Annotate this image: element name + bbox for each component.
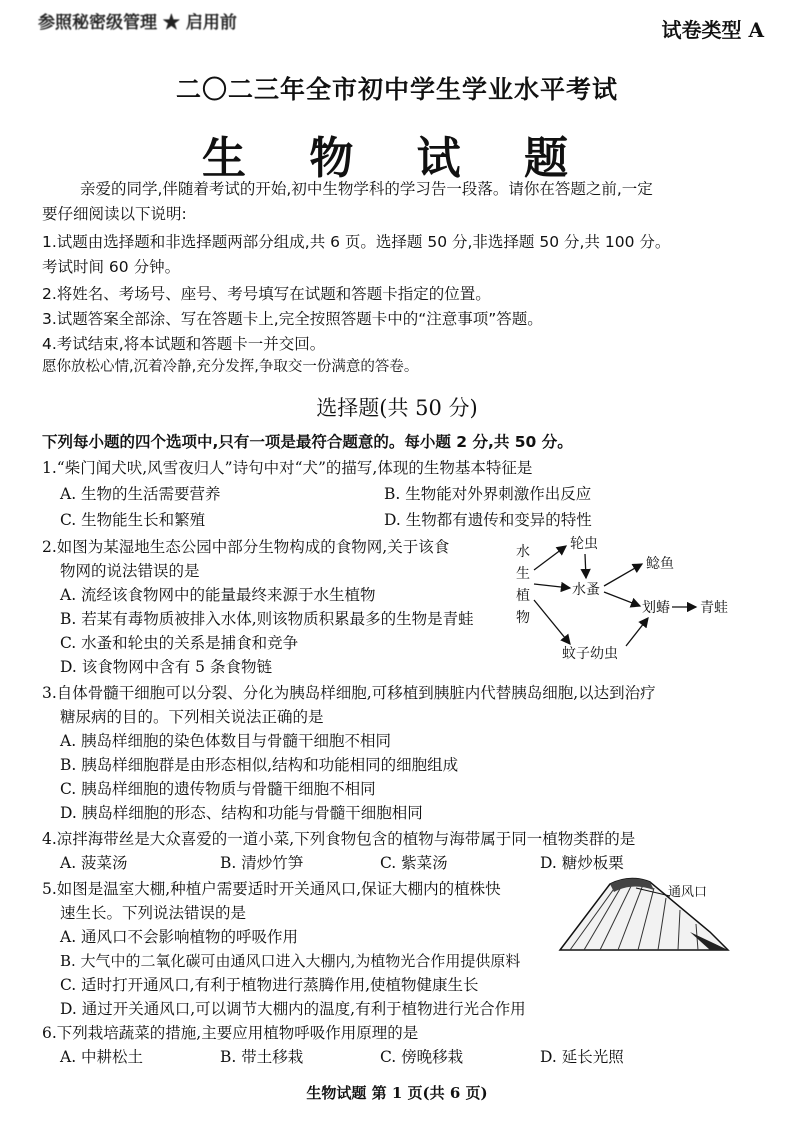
food-web-dragonfly: 划蝽 (642, 600, 670, 616)
exam-title: 二〇二三年全市初中学生学业水平考试 (175, 75, 618, 104)
section-title: 选择题(共 50 分) (316, 396, 478, 420)
question-2-option-c: C. 水蚤和轮虫的关系是捕食和竞争 (60, 634, 299, 652)
question-4-option-a: A. 菠菜汤 (60, 854, 128, 872)
question-2-stem: 物网的说法错误的是 (60, 562, 200, 580)
question-3-option-b: B. 胰岛样细胞群是由形态相似,结构和功能相同的细胞组成 (60, 756, 459, 774)
food-web-rotifer: 轮虫 (570, 536, 598, 552)
subject-title: 生 物 试 题 (202, 133, 592, 184)
question-4-option-c: C. 紫菜汤 (380, 854, 448, 872)
question-1-stem: 1.“柴门闻犬吠,风雪夜归人”诗句中对“犬”的描写,体现的生物基本特征是 (42, 459, 533, 477)
question-6-stem: 6.下列栽培蔬菜的措施,主要应用植物呼吸作用原理的是 (42, 1024, 419, 1042)
question-5-option-c: C. 适时打开通风口,有利于植物进行蒸腾作用,使植物健康生长 (60, 976, 479, 994)
intro-line: 考试时间 60 分钟。 (42, 258, 181, 276)
question-4-stem: 4.凉拌海带丝是大众喜爱的一道小菜,下列食物包含的植物与海带属于同一植物类群的是 (42, 830, 636, 848)
section-instruction: 下列每小题的四个选项中,只有一项是最符合题意的。每小题 2 分,共 50 分。 (42, 433, 573, 451)
question-2-option-b: B. 若某有毒物质被排入水体,则该物质积累最多的生物是青蛙 (60, 610, 474, 628)
food-web-mosquito-larva: 蚊子幼虫 (562, 646, 618, 662)
intro-line: 1.试题由选择题和非选择题两部分组成,共 6 页。选择题 50 分,非选择题 50 分,共 100 分。 (42, 233, 671, 251)
question-1-option-a: A. 生物的生活需要营养 (60, 485, 221, 503)
question-1-option-d: D. 生物都有遗传和变异的特性 (384, 511, 592, 529)
question-2-option-d: D. 该食物网中含有 5 条食物链 (60, 658, 272, 676)
question-5-stem: 5.如图是温室大棚,种植户需要适时开关通风口,保证大棚内的植株快 (42, 880, 501, 898)
question-2-stem: 2.如图为某湿地生态公园中部分生物构成的食物网,关于该食 (42, 538, 450, 556)
question-3-option-a: A. 胰岛样细胞的染色体数目与骨髓干细胞不相同 (60, 732, 392, 750)
question-4-option-d: D. 糖炒板栗 (540, 854, 624, 872)
question-6-option-b: B. 带土移栽 (220, 1048, 304, 1066)
food-web-diagram (500, 528, 770, 668)
question-5-stem: 速生长。下列说法错误的是 (60, 904, 247, 922)
food-web-frog: 青蛙 (700, 600, 728, 616)
intro-line: 3.试题答案全部涂、写在答题卡上,完全按照答题卡中的“注意事项”答题。 (42, 310, 543, 328)
question-3-stem: 3.自体骨髓干细胞可以分裂、分化为胰岛样细胞,可移植到胰脏内代替胰岛细胞,以达到治疗 (42, 684, 656, 702)
question-5-option-b: B. 大气中的二氧化碳可由通风口进入大棚内,为植物光合作用提供原料 (60, 952, 521, 970)
confidential-label: 参照秘密级管理 ★ 启用前 (38, 13, 237, 33)
intro-line: 4.考试结束,将本试题和答题卡一并交回。 (42, 335, 326, 353)
paper-type-label: 试卷类型 A (661, 18, 764, 42)
food-web-daphnia: 水蚤 (572, 582, 600, 598)
question-3-option-c: C. 胰岛样细胞的遗传物质与骨髓干细胞不相同 (60, 780, 376, 798)
question-6-option-a: A. 中耕松土 (60, 1048, 144, 1066)
intro-line: 亲爱的同学,伴随着考试的开始,初中生物学科的学习告一段落。请你在答题之前,一定 (80, 180, 653, 198)
page-footer: 生物试题 第 1 页(共 6 页) (306, 1084, 488, 1102)
food-web-plant-char: 水 (516, 544, 530, 560)
vent-label: 通风口 (668, 885, 708, 900)
question-3-stem: 糖尿病的目的。下列相关说法正确的是 (60, 708, 324, 726)
intro-line: 要仔细阅读以下说明: (42, 205, 187, 223)
food-web-plant-char: 植 (516, 588, 530, 604)
intro-line: 2.将姓名、考场号、座号、考号填写在试题和答题卡指定的位置。 (42, 285, 491, 303)
question-6-option-d: D. 延长光照 (540, 1048, 624, 1066)
question-5-option-d: D. 通过开关通风口,可以调节大棚内的温度,有利于植物进行光合作用 (60, 1000, 526, 1018)
food-web-catfish: 鲶鱼 (646, 556, 674, 572)
question-6-option-c: C. 傍晚移栽 (380, 1048, 464, 1066)
question-5-option-a: A. 通风口不会影响植物的呼吸作用 (60, 928, 299, 946)
intro-line: 愿你放松心情,沉着冷静,充分发挥,争取交一份满意的答卷。 (42, 359, 419, 375)
food-web-plant-char: 物 (516, 610, 530, 626)
food-web-plant-char: 生 (516, 566, 530, 582)
question-1-option-c: C. 生物能生长和繁殖 (60, 511, 206, 529)
question-1-option-b: B. 生物能对外界刺激作出反应 (384, 485, 592, 503)
question-3-option-d: D. 胰岛样细胞的形态、结构和功能与骨髓干细胞相同 (60, 804, 423, 822)
question-2-option-a: A. 流经该食物网中的能量最终来源于水生植物 (60, 586, 376, 604)
question-4-option-b: B. 清炒竹笋 (220, 854, 304, 872)
greenhouse-illustration (550, 872, 740, 954)
